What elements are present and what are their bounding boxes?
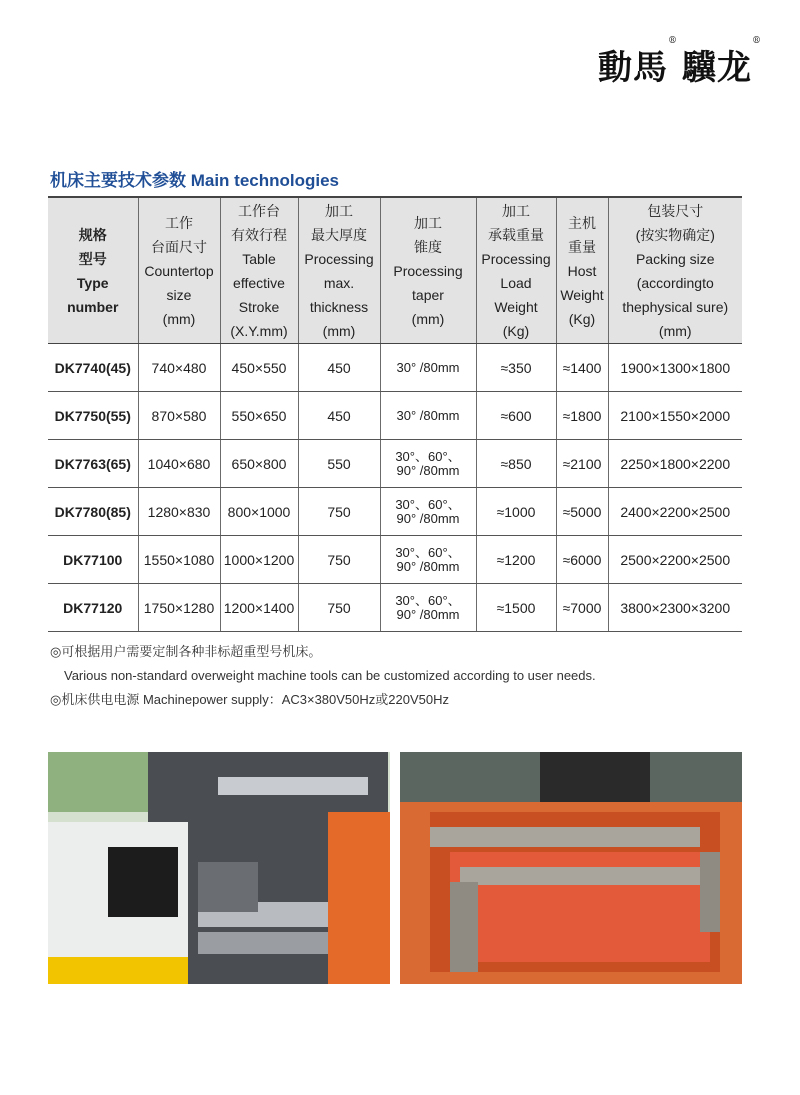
cell-load: ≈850 <box>476 440 556 488</box>
cell-load: ≈600 <box>476 392 556 440</box>
header-line: (mm) <box>322 322 356 339</box>
cell-packing: 2400×2200×2500 <box>608 488 742 536</box>
header-line: 包装尺寸 <box>647 202 704 219</box>
brand-logo <box>598 36 762 89</box>
taper-line: 90° /80mm <box>396 558 460 574</box>
header-line: Load <box>500 274 532 291</box>
cell-model: DK7740(45) <box>48 344 138 392</box>
cell-weight: ≈7000 <box>556 584 608 632</box>
cell-taper <box>380 584 476 632</box>
cell-stroke: 650×800 <box>220 440 298 488</box>
header-line: Stroke <box>238 298 280 315</box>
cell-stroke: 450×550 <box>220 344 298 392</box>
cell-thickness: 450 <box>298 344 380 392</box>
header-line: Weight <box>494 298 538 315</box>
spec-table <box>48 196 742 632</box>
header-line: 工作 <box>165 214 193 231</box>
table-row <box>48 344 742 392</box>
header-line: Processing <box>393 262 463 279</box>
cell-taper <box>380 488 476 536</box>
note-power: ◎机床供电电源 Machinepower supply：AC3×380V50Hz或220V50Hz <box>50 692 449 707</box>
cell-model: DK77120 <box>48 584 138 632</box>
cell-model: DK77100 <box>48 536 138 584</box>
taper-line: 30° /80mm <box>396 359 460 375</box>
header-line: Processing <box>304 250 374 267</box>
header-line: effective <box>233 274 285 291</box>
taper-line: 30° /80mm <box>396 407 460 423</box>
table-row <box>48 440 742 488</box>
logo-left-mark: 動馬 ® <box>598 36 678 88</box>
photo-machine-detail <box>48 752 390 984</box>
header-line: 规格 <box>78 226 107 243</box>
header-line: 台面尺寸 <box>151 238 207 255</box>
cell-stroke: 1000×1200 <box>220 536 298 584</box>
cell-thickness: 550 <box>298 440 380 488</box>
cell-weight: ≈6000 <box>556 536 608 584</box>
header-line: Weight <box>560 286 604 303</box>
header-cell <box>48 197 138 344</box>
cell-taper <box>380 536 476 584</box>
header-cell <box>608 197 742 344</box>
header-line: 加工 <box>325 202 353 219</box>
cell-thickness: 750 <box>298 584 380 632</box>
logo-right-mark: 驥龙 ® <box>682 36 762 88</box>
cell-weight: ≈5000 <box>556 488 608 536</box>
cell-packing: 3800×2300×3200 <box>608 584 742 632</box>
cell-thickness: 750 <box>298 488 380 536</box>
section-title: 机床主要技术参数 Main technologies <box>50 171 340 190</box>
header-line: (按实物确定) <box>635 226 715 243</box>
note-custom-cn: ◎可根据用户需要定制各种非标超重型号机床。 <box>50 644 322 659</box>
notes <box>50 640 596 712</box>
cell-stroke: 550×650 <box>220 392 298 440</box>
header-line: 承载重量 <box>488 226 544 243</box>
header-line: (Kg) <box>502 322 530 339</box>
header-cell <box>138 197 220 344</box>
cell-load: ≈1500 <box>476 584 556 632</box>
header-line: thephysical sure) <box>622 298 729 315</box>
header-line: Packing size <box>635 250 715 267</box>
header-line: max. <box>323 274 355 291</box>
cell-size: 740×480 <box>138 344 220 392</box>
header-line: 加工 <box>502 202 530 219</box>
header-line: number <box>67 298 119 315</box>
cell-size: 1040×680 <box>138 440 220 488</box>
cell-taper <box>380 392 476 440</box>
header-line: Countertop <box>144 262 214 279</box>
cell-size: 1550×1080 <box>138 536 220 584</box>
header-line: 锥度 <box>414 238 442 255</box>
header-cell <box>476 197 556 344</box>
table-row <box>48 584 742 632</box>
taper-line: 90° /80mm <box>396 462 460 478</box>
header-cell <box>220 197 298 344</box>
header-line: Host <box>567 262 597 279</box>
header-line: 型号 <box>78 250 107 267</box>
header-line: 工作台 <box>238 202 280 219</box>
header-line: 有效行程 <box>231 226 287 243</box>
header-line: taper <box>412 286 444 303</box>
cell-weight: ≈1800 <box>556 392 608 440</box>
cell-packing: 2100×1550×2000 <box>608 392 742 440</box>
cell-packing: 2500×2200×2500 <box>608 536 742 584</box>
header-line: (mm) <box>658 322 692 339</box>
cell-stroke: 800×1000 <box>220 488 298 536</box>
cell-load: ≈1200 <box>476 536 556 584</box>
header-line: 加工 <box>414 214 442 231</box>
cell-size: 1750×1280 <box>138 584 220 632</box>
cell-stroke: 1200×1400 <box>220 584 298 632</box>
header-line: Table <box>242 250 276 267</box>
taper-line: 30°、60°、 <box>395 592 461 608</box>
header-line: (Kg) <box>568 310 596 327</box>
taper-line: 90° /80mm <box>396 606 460 622</box>
header-line: Type <box>76 274 109 291</box>
cell-thickness: 750 <box>298 536 380 584</box>
cell-weight: ≈1400 <box>556 344 608 392</box>
cell-size: 870×580 <box>138 392 220 440</box>
note-custom-en: Various non-standard overweight machine tools can be customized according to user needs. <box>64 668 596 683</box>
cell-taper <box>380 440 476 488</box>
cell-packing: 1900×1300×1800 <box>608 344 742 392</box>
header-line: (mm) <box>162 310 196 327</box>
header-line: size <box>166 286 192 303</box>
cell-packing: 2250×1800×2200 <box>608 440 742 488</box>
cell-weight: ≈2100 <box>556 440 608 488</box>
cell-taper <box>380 344 476 392</box>
header-line: (X.Y.mm) <box>230 322 288 339</box>
header-line: Processing <box>481 250 551 267</box>
header-line: 主机 <box>568 214 596 231</box>
header-cell <box>298 197 380 344</box>
table-row <box>48 488 742 536</box>
taper-line: 30°、60°、 <box>395 544 461 560</box>
cell-model: DK7750(55) <box>48 392 138 440</box>
header-line: 重量 <box>568 238 596 255</box>
header-line: (mm) <box>411 310 445 327</box>
header-line: 最大厚度 <box>311 226 367 243</box>
cell-size: 1280×830 <box>138 488 220 536</box>
header-cell <box>556 197 608 344</box>
cell-load: ≈1000 <box>476 488 556 536</box>
header-line: thickness <box>309 298 369 315</box>
taper-line: 30°、60°、 <box>395 448 461 464</box>
cell-thickness: 450 <box>298 392 380 440</box>
table-body <box>48 344 742 632</box>
table-row <box>48 392 742 440</box>
taper-line: 90° /80mm <box>396 510 460 526</box>
cell-model: DK7780(85) <box>48 488 138 536</box>
table-header-row <box>48 197 742 344</box>
cell-load: ≈350 <box>476 344 556 392</box>
header-line: (accordingto <box>636 274 714 291</box>
header-cell <box>380 197 476 344</box>
taper-line: 30°、60°、 <box>395 496 461 512</box>
photo-worktable <box>400 752 742 984</box>
table-row <box>48 536 742 584</box>
cell-model: DK7763(65) <box>48 440 138 488</box>
